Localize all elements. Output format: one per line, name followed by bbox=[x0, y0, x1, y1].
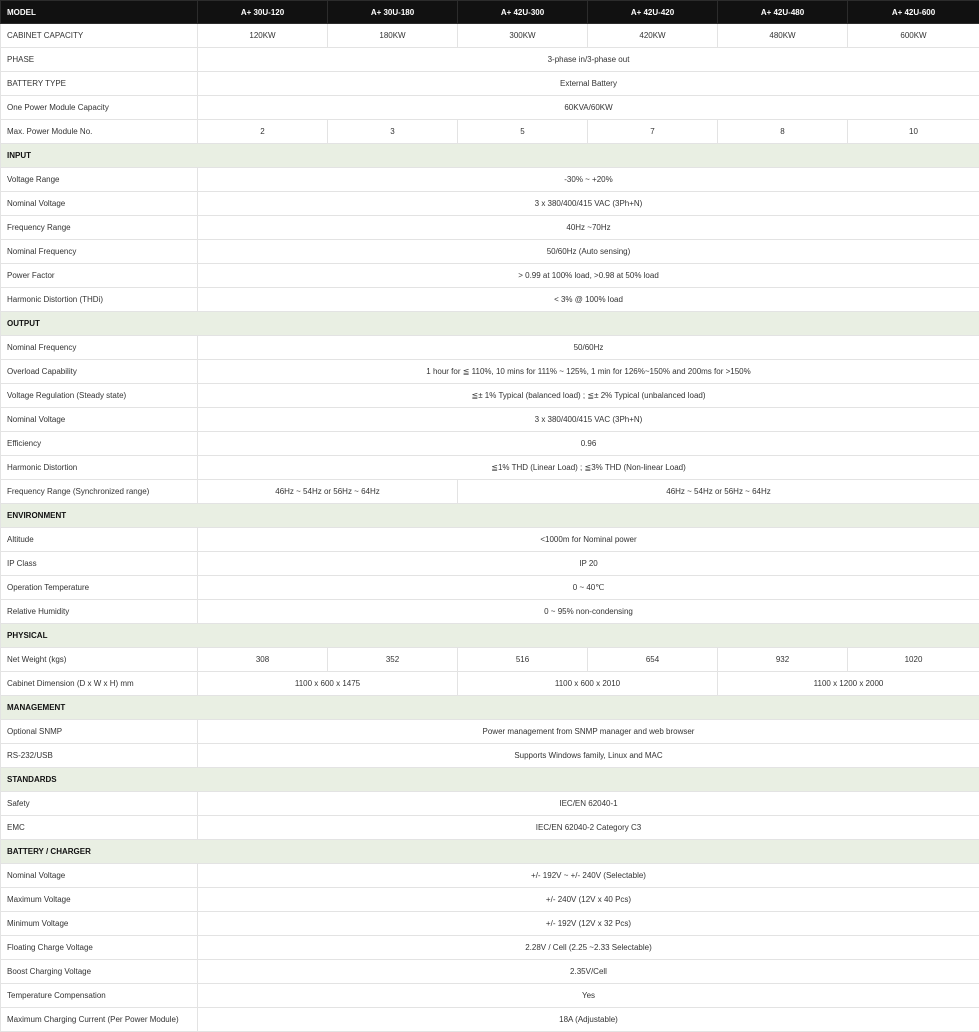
table-row bbox=[1, 528, 979, 552]
row-label: Harmonic Distortion bbox=[1, 456, 198, 480]
row-value: Yes bbox=[198, 984, 979, 1008]
row-value: ≦1% THD (Linear Load) ; ≦3% THD (Non-linear Load) bbox=[198, 456, 979, 480]
section-row bbox=[1, 144, 979, 168]
row-label: One Power Module Capacity bbox=[1, 96, 198, 120]
spec-table-body bbox=[1, 24, 979, 1032]
table-row bbox=[1, 360, 979, 384]
row-label: Altitude bbox=[1, 528, 198, 552]
section-heading: OUTPUT bbox=[1, 312, 979, 336]
table-row bbox=[1, 960, 979, 984]
table-row bbox=[1, 720, 979, 744]
table-row bbox=[1, 384, 979, 408]
row-value: +/- 192V ~ +/- 240V (Selectable) bbox=[198, 864, 979, 888]
table-row bbox=[1, 192, 979, 216]
row-value: +/- 240V (12V x 40 Pcs) bbox=[198, 888, 979, 912]
row-label: Maximum Charging Current (Per Power Module) bbox=[1, 1008, 198, 1032]
row-value: 308 bbox=[198, 648, 328, 672]
row-value: 932 bbox=[718, 648, 848, 672]
table-row bbox=[1, 216, 979, 240]
row-label: Voltage Regulation (Steady state) bbox=[1, 384, 198, 408]
table-row bbox=[1, 240, 979, 264]
row-label: Max. Power Module No. bbox=[1, 120, 198, 144]
row-label: Power Factor bbox=[1, 264, 198, 288]
row-value: 3 x 380/400/415 VAC (3Ph+N) bbox=[198, 192, 979, 216]
table-row bbox=[1, 432, 979, 456]
row-value: 2 bbox=[198, 120, 328, 144]
table-row bbox=[1, 264, 979, 288]
row-value: 180KW bbox=[328, 24, 458, 48]
row-value: IP 20 bbox=[198, 552, 979, 576]
row-value: 3 x 380/400/415 VAC (3Ph+N) bbox=[198, 408, 979, 432]
row-value: 3 bbox=[328, 120, 458, 144]
row-value: ≦± 1% Typical (balanced load) ; ≦± 2% Typical (unbalanced load) bbox=[198, 384, 979, 408]
table-row bbox=[1, 648, 979, 672]
row-value: 40Hz ~70Hz bbox=[198, 216, 979, 240]
row-label: Nominal Voltage bbox=[1, 192, 198, 216]
section-row bbox=[1, 312, 979, 336]
row-value: Power management from SNMP manager and web browser bbox=[198, 720, 979, 744]
table-row bbox=[1, 96, 979, 120]
section-heading: INPUT bbox=[1, 144, 979, 168]
row-label: Boost Charging Voltage bbox=[1, 960, 198, 984]
row-value: 120KW bbox=[198, 24, 328, 48]
row-value: 0 ~ 40℃ bbox=[198, 576, 979, 600]
row-label: Harmonic Distortion (THDi) bbox=[1, 288, 198, 312]
row-value: 600KW bbox=[848, 24, 979, 48]
model-header-cell: A+ 42U-480 bbox=[718, 1, 848, 24]
table-row bbox=[1, 672, 979, 696]
row-label: IP Class bbox=[1, 552, 198, 576]
row-label: Maximum Voltage bbox=[1, 888, 198, 912]
table-row bbox=[1, 408, 979, 432]
model-header-cell: A+ 42U-420 bbox=[588, 1, 718, 24]
table-row bbox=[1, 168, 979, 192]
section-heading: BATTERY / CHARGER bbox=[1, 840, 979, 864]
table-row bbox=[1, 120, 979, 144]
model-header-cell: A+ 42U-600 bbox=[848, 1, 979, 24]
table-row bbox=[1, 888, 979, 912]
row-value: 516 bbox=[458, 648, 588, 672]
row-label: RS-232/USB bbox=[1, 744, 198, 768]
section-row bbox=[1, 504, 979, 528]
row-value: 2.35V/Cell bbox=[198, 960, 979, 984]
table-row bbox=[1, 288, 979, 312]
row-value: +/- 192V (12V x 32 Pcs) bbox=[198, 912, 979, 936]
section-heading: MANAGEMENT bbox=[1, 696, 979, 720]
row-value: < 3% @ 100% load bbox=[198, 288, 979, 312]
row-label: Overload Capability bbox=[1, 360, 198, 384]
table-row bbox=[1, 576, 979, 600]
row-label: Nominal Frequency bbox=[1, 336, 198, 360]
row-value: <1000m for Nominal power bbox=[198, 528, 979, 552]
model-header-cell: A+ 30U-120 bbox=[198, 1, 328, 24]
row-value: IEC/EN 62040-1 bbox=[198, 792, 979, 816]
row-label: Cabinet Dimension (D x W x H) mm bbox=[1, 672, 198, 696]
table-row bbox=[1, 936, 979, 960]
row-value: 1 hour for ≦ 110%, 10 mins for 111% ~ 125%, 1 min for 126%~150% and 200ms for >150% bbox=[198, 360, 979, 384]
table-row bbox=[1, 816, 979, 840]
row-value: 654 bbox=[588, 648, 718, 672]
table-row bbox=[1, 864, 979, 888]
row-value: 1020 bbox=[848, 648, 979, 672]
row-label: Optional SNMP bbox=[1, 720, 198, 744]
row-label: Efficiency bbox=[1, 432, 198, 456]
row-label: Floating Charge Voltage bbox=[1, 936, 198, 960]
row-value: IEC/EN 62040-2 Category C3 bbox=[198, 816, 979, 840]
model-header-cell: A+ 30U-180 bbox=[328, 1, 458, 24]
header-row bbox=[1, 1, 979, 24]
row-label: Temperature Compensation bbox=[1, 984, 198, 1008]
row-label: EMC bbox=[1, 816, 198, 840]
row-label: Voltage Range bbox=[1, 168, 198, 192]
row-value: 7 bbox=[588, 120, 718, 144]
section-heading: STANDARDS bbox=[1, 768, 979, 792]
table-row bbox=[1, 72, 979, 96]
row-label: Frequency Range (Synchronized range) bbox=[1, 480, 198, 504]
row-value: 420KW bbox=[588, 24, 718, 48]
row-value: > 0.99 at 100% load, >0.98 at 50% load bbox=[198, 264, 979, 288]
row-label: Relative Humidity bbox=[1, 600, 198, 624]
row-value: 46Hz ~ 54Hz or 56Hz ~ 64Hz bbox=[198, 480, 458, 504]
row-value: 10 bbox=[848, 120, 979, 144]
row-label: PHASE bbox=[1, 48, 198, 72]
table-row bbox=[1, 1008, 979, 1032]
row-value: 18A (Adjustable) bbox=[198, 1008, 979, 1032]
row-value: 480KW bbox=[718, 24, 848, 48]
row-label: CABINET CAPACITY bbox=[1, 24, 198, 48]
row-value: 5 bbox=[458, 120, 588, 144]
row-value: External Battery bbox=[198, 72, 979, 96]
row-label: Nominal Voltage bbox=[1, 864, 198, 888]
row-value: 0 ~ 95% non-condensing bbox=[198, 600, 979, 624]
row-label: Operation Temperature bbox=[1, 576, 198, 600]
row-value: 2.28V / Cell (2.25 ~2.33 Selectable) bbox=[198, 936, 979, 960]
row-value: 3-phase in/3-phase out bbox=[198, 48, 979, 72]
table-row bbox=[1, 336, 979, 360]
table-row bbox=[1, 24, 979, 48]
table-row bbox=[1, 456, 979, 480]
row-value: 46Hz ~ 54Hz or 56Hz ~ 64Hz bbox=[458, 480, 979, 504]
row-label: Nominal Voltage bbox=[1, 408, 198, 432]
section-heading: PHYSICAL bbox=[1, 624, 979, 648]
row-value: 1100 x 600 x 1475 bbox=[198, 672, 458, 696]
row-label: Minimum Voltage bbox=[1, 912, 198, 936]
table-row bbox=[1, 912, 979, 936]
row-value: 60KVA/60KW bbox=[198, 96, 979, 120]
table-row bbox=[1, 552, 979, 576]
section-row bbox=[1, 768, 979, 792]
row-label: BATTERY TYPE bbox=[1, 72, 198, 96]
model-header: MODEL bbox=[1, 1, 198, 24]
row-value: 8 bbox=[718, 120, 848, 144]
table-row bbox=[1, 480, 979, 504]
table-row bbox=[1, 48, 979, 72]
section-row bbox=[1, 624, 979, 648]
row-label: Net Weight (kgs) bbox=[1, 648, 198, 672]
section-row bbox=[1, 840, 979, 864]
row-value: 1100 x 1200 x 2000 bbox=[718, 672, 979, 696]
row-label: Nominal Frequency bbox=[1, 240, 198, 264]
table-row bbox=[1, 744, 979, 768]
row-value: Supports Windows family, Linux and MAC bbox=[198, 744, 979, 768]
section-row bbox=[1, 696, 979, 720]
row-value: -30% ~ +20% bbox=[198, 168, 979, 192]
row-label: Frequency Range bbox=[1, 216, 198, 240]
row-value: 50/60Hz (Auto sensing) bbox=[198, 240, 979, 264]
table-row bbox=[1, 984, 979, 1008]
row-value: 1100 x 600 x 2010 bbox=[458, 672, 718, 696]
table-row bbox=[1, 792, 979, 816]
row-value: 300KW bbox=[458, 24, 588, 48]
model-header-cell: A+ 42U-300 bbox=[458, 1, 588, 24]
section-heading: ENVIRONMENT bbox=[1, 504, 979, 528]
row-value: 50/60Hz bbox=[198, 336, 979, 360]
row-value: 0.96 bbox=[198, 432, 979, 456]
table-row bbox=[1, 600, 979, 624]
row-value: 352 bbox=[328, 648, 458, 672]
row-label: Safety bbox=[1, 792, 198, 816]
